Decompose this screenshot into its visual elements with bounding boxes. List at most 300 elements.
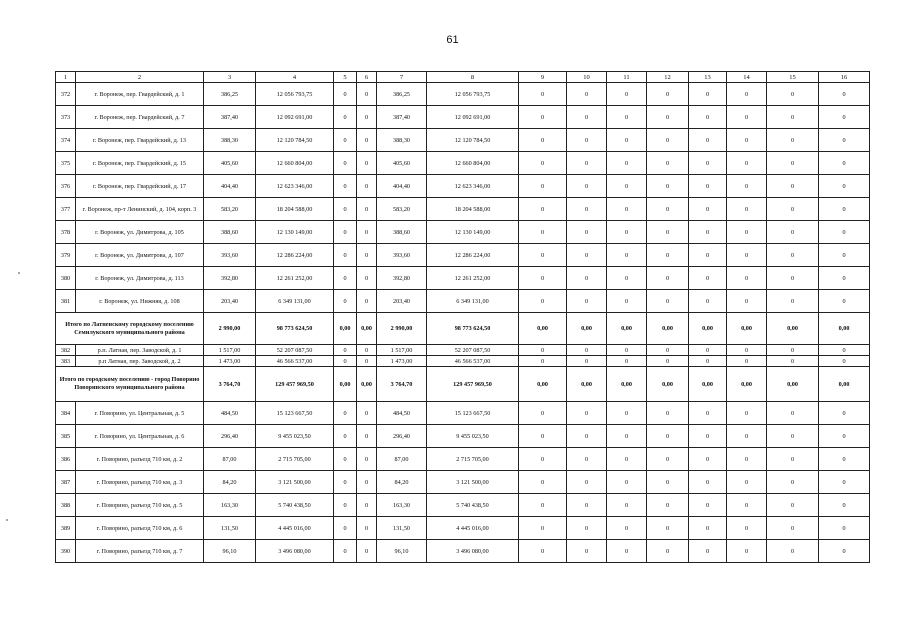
table-cell: 0 <box>567 175 607 198</box>
table-cell: 0,00 <box>819 367 870 402</box>
column-number: 15 <box>767 72 819 83</box>
subtotal-row <box>56 313 870 345</box>
table-cell: 0 <box>689 448 727 471</box>
table-cell: 0 <box>357 221 377 244</box>
table-cell: 0 <box>519 83 567 106</box>
table-cell: 0 <box>334 129 357 152</box>
table-cell: 0 <box>689 471 727 494</box>
table-cell: 0 <box>647 402 689 425</box>
table-cell: 388,30 <box>377 129 427 152</box>
table-cell: 0,00 <box>647 313 689 345</box>
table-cell: 0 <box>357 345 377 356</box>
table-cell: 12 120 784,50 <box>427 129 519 152</box>
row-number-cell: 379 <box>56 244 76 267</box>
table-cell: 0 <box>334 83 357 106</box>
address-cell: г. Поворино, разъезд 710 км, д. 7 <box>76 540 204 563</box>
table-cell: 0 <box>727 540 767 563</box>
table-cell: 0 <box>519 290 567 313</box>
table-cell: 98 773 624,50 <box>427 313 519 345</box>
address-cell: г. Воронеж, ул. Димитрова, д. 113 <box>76 267 204 290</box>
table-cell: 0 <box>819 356 870 367</box>
table-cell: 0 <box>519 448 567 471</box>
table-cell: 0,00 <box>607 313 647 345</box>
table-cell: 12 261 252,00 <box>256 267 334 290</box>
table-cell: 0 <box>357 152 377 175</box>
address-cell: г. Поворино, разъезд 710 км, д. 3 <box>76 471 204 494</box>
table-cell: 84,20 <box>377 471 427 494</box>
table-cell: 12 660 804,00 <box>427 152 519 175</box>
table-cell: 12 130 149,00 <box>427 221 519 244</box>
table-cell: 0 <box>689 540 727 563</box>
table-cell: 0 <box>334 198 357 221</box>
address-cell: г. Воронеж, пер. Гвардейский, д. 13 <box>76 129 204 152</box>
row-number-cell: 375 <box>56 152 76 175</box>
table-cell: 0 <box>727 129 767 152</box>
table-cell: 387,40 <box>204 106 256 129</box>
table-cell: 0 <box>519 106 567 129</box>
table-cell: 0,00 <box>519 313 567 345</box>
table-row <box>56 267 870 290</box>
row-number-cell: 374 <box>56 129 76 152</box>
table-cell: 0 <box>767 267 819 290</box>
table-cell: 9 455 023,50 <box>256 425 334 448</box>
table-cell: 6 349 131,00 <box>427 290 519 313</box>
row-number-cell: 383 <box>56 356 76 367</box>
table-cell: 0 <box>727 175 767 198</box>
table-cell: 0 <box>567 221 607 244</box>
table-cell: 46 566 537,00 <box>427 356 519 367</box>
table-row <box>56 290 870 313</box>
table-cell: 388,30 <box>204 129 256 152</box>
table-cell: 12 056 793,75 <box>256 83 334 106</box>
table-row <box>56 152 870 175</box>
page-number: 61 <box>446 34 459 46</box>
table-cell: 0 <box>357 83 377 106</box>
table-cell: 0 <box>727 494 767 517</box>
table-cell: 0 <box>727 471 767 494</box>
table-cell: 163,30 <box>204 494 256 517</box>
table-cell: 131,50 <box>204 517 256 540</box>
table-cell: 0 <box>647 356 689 367</box>
table-cell: 0 <box>819 471 870 494</box>
table-cell: 0 <box>357 471 377 494</box>
table-cell: 0 <box>519 267 567 290</box>
table-cell: 0 <box>727 356 767 367</box>
table-cell: 0 <box>567 345 607 356</box>
row-number-cell: 380 <box>56 267 76 290</box>
scan-dot <box>18 272 20 274</box>
table-cell: 12 261 252,00 <box>427 267 519 290</box>
row-number-cell: 385 <box>56 425 76 448</box>
subtotal-label: Итого по городскому поселению - город Поворино Поворинского муниципального района <box>56 367 204 402</box>
table-cell: 0 <box>567 517 607 540</box>
table-cell: 2 715 705,00 <box>256 448 334 471</box>
table-cell: 0 <box>567 106 607 129</box>
address-cell: г. Воронеж, пр-т Ленинский, д. 104, корп. 3 <box>76 198 204 221</box>
table-cell: 0 <box>819 244 870 267</box>
table-cell: 0,00 <box>689 367 727 402</box>
table-cell: 0 <box>647 221 689 244</box>
table-cell: 12 120 784,50 <box>256 129 334 152</box>
table-cell: 0 <box>819 175 870 198</box>
table-cell: 0 <box>727 345 767 356</box>
table-cell: 12 286 224,00 <box>256 244 334 267</box>
table-cell: 96,10 <box>204 540 256 563</box>
table-cell: 3 496 080,00 <box>427 540 519 563</box>
table-row <box>56 402 870 425</box>
table-cell: 0 <box>767 517 819 540</box>
table-cell: 0 <box>607 471 647 494</box>
table-row <box>56 83 870 106</box>
table-cell: 0 <box>607 345 647 356</box>
table-cell: 129 457 969,50 <box>427 367 519 402</box>
table-cell: 0 <box>727 106 767 129</box>
table-cell: 0 <box>819 494 870 517</box>
table-cell: 4 445 016,00 <box>256 517 334 540</box>
table-cell: 0 <box>357 106 377 129</box>
table-cell: 0 <box>689 494 727 517</box>
table-cell: 0 <box>689 425 727 448</box>
table-cell: 0 <box>357 540 377 563</box>
table-cell: 387,40 <box>377 106 427 129</box>
table-cell: 0 <box>607 290 647 313</box>
table-cell: 0 <box>519 198 567 221</box>
table-row <box>56 517 870 540</box>
table-cell: 0 <box>519 425 567 448</box>
table-cell: 2 715 705,00 <box>427 448 519 471</box>
table-cell: 0 <box>727 290 767 313</box>
table-cell: 0,00 <box>819 313 870 345</box>
address-cell: г. Поворино, разъезд 710 км, д. 6 <box>76 517 204 540</box>
table-cell: 0 <box>767 402 819 425</box>
table-cell: 0 <box>607 402 647 425</box>
table-cell: 12 056 793,75 <box>427 83 519 106</box>
row-number-cell: 381 <box>56 290 76 313</box>
table-cell: 0 <box>357 517 377 540</box>
table-cell: 0 <box>767 244 819 267</box>
table-cell: 15 123 667,50 <box>427 402 519 425</box>
table-cell: 0 <box>767 345 819 356</box>
table-cell: 96,10 <box>377 540 427 563</box>
table-cell: 98 773 624,50 <box>256 313 334 345</box>
table-cell: 0 <box>647 83 689 106</box>
table-cell: 0 <box>689 290 727 313</box>
table-cell: 0 <box>607 448 647 471</box>
table-cell: 0 <box>819 290 870 313</box>
table-cell: 0 <box>767 494 819 517</box>
address-cell: г. Воронеж, пер. Гвардейский, д. 1 <box>76 83 204 106</box>
column-number: 6 <box>357 72 377 83</box>
table-cell: 0 <box>567 152 607 175</box>
table-cell: 0 <box>727 244 767 267</box>
table-cell: 0 <box>819 267 870 290</box>
table-cell: 18 204 588,00 <box>256 198 334 221</box>
table-cell: 3 121 500,00 <box>427 471 519 494</box>
table-cell: 0 <box>334 494 357 517</box>
table-cell: 296,40 <box>204 425 256 448</box>
table-cell: 0 <box>727 83 767 106</box>
table-cell: 0 <box>819 448 870 471</box>
table-cell: 0 <box>727 448 767 471</box>
table-cell: 0 <box>607 175 647 198</box>
table-cell: 3 764,70 <box>204 367 256 402</box>
table-cell: 405,60 <box>204 152 256 175</box>
table-row <box>56 198 870 221</box>
row-number-cell: 382 <box>56 345 76 356</box>
table-cell: 0 <box>519 517 567 540</box>
table-cell: 0 <box>647 129 689 152</box>
column-number: 7 <box>377 72 427 83</box>
table-cell: 46 566 537,00 <box>256 356 334 367</box>
address-cell: г. Поворино, разъезд 710 км, д. 5 <box>76 494 204 517</box>
table-cell: 0,00 <box>357 313 377 345</box>
table-cell: 0 <box>334 425 357 448</box>
table-cell: 405,60 <box>377 152 427 175</box>
table-cell: 0 <box>334 175 357 198</box>
table-cell: 0 <box>727 425 767 448</box>
column-number: 14 <box>727 72 767 83</box>
table-cell: 0 <box>567 494 607 517</box>
table-cell: 0 <box>767 152 819 175</box>
table-cell: 0 <box>767 448 819 471</box>
table-cell: 0 <box>647 471 689 494</box>
table-cell: 0 <box>727 152 767 175</box>
table-cell: 484,50 <box>204 402 256 425</box>
table-cell: 0 <box>689 517 727 540</box>
table-cell: 0 <box>519 175 567 198</box>
table-cell: 0 <box>689 356 727 367</box>
table-cell: 0 <box>357 402 377 425</box>
table-row <box>56 129 870 152</box>
table-cell: 0 <box>647 517 689 540</box>
table-cell: 0 <box>334 244 357 267</box>
table-cell: 404,40 <box>204 175 256 198</box>
table-cell: 388,60 <box>204 221 256 244</box>
table-cell: 0 <box>819 221 870 244</box>
table-row <box>56 221 870 244</box>
table-cell: 0 <box>767 175 819 198</box>
table-cell: 0 <box>767 290 819 313</box>
column-number: 5 <box>334 72 357 83</box>
table-cell: 0,00 <box>647 367 689 402</box>
scan-dot <box>6 519 8 521</box>
row-number-cell: 386 <box>56 448 76 471</box>
column-number: 1 <box>56 72 76 83</box>
table-cell: 6 349 131,00 <box>256 290 334 313</box>
table-cell: 0 <box>819 345 870 356</box>
table-cell: 0 <box>727 402 767 425</box>
table-cell: 0,00 <box>727 313 767 345</box>
address-cell: г. Воронеж, ул. Димитрова, д. 107 <box>76 244 204 267</box>
address-cell: г. Поворино, разъезд 710 км, д. 2 <box>76 448 204 471</box>
table-cell: 1 473,00 <box>204 356 256 367</box>
table-cell: 0 <box>567 356 607 367</box>
table-cell: 0 <box>689 83 727 106</box>
table-row <box>56 540 870 563</box>
table-cell: 0 <box>647 175 689 198</box>
table-cell: 0 <box>334 448 357 471</box>
table-cell: 0 <box>727 198 767 221</box>
table-cell: 0 <box>819 402 870 425</box>
table-cell: 0 <box>767 106 819 129</box>
table-cell: 0,00 <box>334 313 357 345</box>
table-cell: 0 <box>334 106 357 129</box>
table-cell: 0 <box>819 198 870 221</box>
table-cell: 0 <box>607 267 647 290</box>
subtotal-label: Итого по Латненскому городскому поселению Семилукского муниципального района <box>56 313 204 345</box>
table-cell: 0 <box>607 83 647 106</box>
table-cell: 203,40 <box>377 290 427 313</box>
table-row <box>56 448 870 471</box>
table-cell: 0 <box>334 471 357 494</box>
table-row <box>56 425 870 448</box>
table-cell: 0 <box>607 106 647 129</box>
table-cell: 0 <box>689 106 727 129</box>
table-cell: 0 <box>689 402 727 425</box>
table-cell: 0 <box>767 540 819 563</box>
table-cell: 5 740 438,50 <box>427 494 519 517</box>
table-cell: 0 <box>767 356 819 367</box>
table-cell: 18 204 588,00 <box>427 198 519 221</box>
table-cell: 0 <box>334 290 357 313</box>
table-cell: 0 <box>767 425 819 448</box>
table-cell: 0 <box>689 129 727 152</box>
table-cell: 0 <box>334 267 357 290</box>
table-cell: 0 <box>357 356 377 367</box>
column-number: 8 <box>427 72 519 83</box>
row-number-cell: 373 <box>56 106 76 129</box>
table-cell: 12 092 691,00 <box>427 106 519 129</box>
table-cell: 0 <box>819 425 870 448</box>
table-cell: 52 207 087,50 <box>256 345 334 356</box>
column-number-row <box>56 72 870 83</box>
table-cell: 0 <box>334 540 357 563</box>
table-cell: 0 <box>519 471 567 494</box>
table-row <box>56 471 870 494</box>
row-number-cell: 390 <box>56 540 76 563</box>
table-cell: 0 <box>647 106 689 129</box>
table-cell: 0 <box>334 517 357 540</box>
table-cell: 0 <box>767 221 819 244</box>
table-cell: 0 <box>647 494 689 517</box>
column-number: 16 <box>819 72 870 83</box>
table-cell: 0 <box>727 221 767 244</box>
table-cell: 0,00 <box>689 313 727 345</box>
table-cell: 84,20 <box>204 471 256 494</box>
table-cell: 393,60 <box>377 244 427 267</box>
table-cell: 392,80 <box>204 267 256 290</box>
table-cell: 0 <box>607 425 647 448</box>
column-number: 3 <box>204 72 256 83</box>
table-row <box>56 175 870 198</box>
table-cell: 0 <box>519 402 567 425</box>
table-cell: 0 <box>607 540 647 563</box>
table-cell: 15 123 667,50 <box>256 402 334 425</box>
table-cell: 0 <box>607 129 647 152</box>
table-cell: 0 <box>519 540 567 563</box>
table-cell: 0 <box>357 448 377 471</box>
table-cell: 0 <box>519 356 567 367</box>
address-cell: р.п Латная, пер. Заводской, д. 2 <box>76 356 204 367</box>
table-cell: 0 <box>819 152 870 175</box>
table-cell: 0,00 <box>519 367 567 402</box>
table-cell: 3 764,70 <box>377 367 427 402</box>
table-cell: 0,00 <box>567 367 607 402</box>
table-cell: 0 <box>357 290 377 313</box>
row-number-cell: 387 <box>56 471 76 494</box>
table-cell: 1 517,00 <box>204 345 256 356</box>
row-number-cell: 377 <box>56 198 76 221</box>
table-cell: 0 <box>689 175 727 198</box>
table-body <box>56 72 870 563</box>
column-number: 12 <box>647 72 689 83</box>
table-cell: 2 990,00 <box>377 313 427 345</box>
table-cell: 9 455 023,50 <box>427 425 519 448</box>
table-cell: 0 <box>647 345 689 356</box>
address-cell: р.п. Латная, пер. Заводской, д. 1 <box>76 345 204 356</box>
table-cell: 484,50 <box>377 402 427 425</box>
table-cell: 0 <box>819 106 870 129</box>
table-cell: 0 <box>357 244 377 267</box>
table-cell: 0 <box>334 402 357 425</box>
row-number-cell: 376 <box>56 175 76 198</box>
table-cell: 0 <box>357 198 377 221</box>
table-cell: 0,00 <box>727 367 767 402</box>
table-row <box>56 244 870 267</box>
table-cell: 0 <box>767 129 819 152</box>
table-cell: 0 <box>647 244 689 267</box>
table-cell: 0 <box>567 129 607 152</box>
subtotal-row <box>56 367 870 402</box>
table-cell: 1 517,00 <box>377 345 427 356</box>
table-cell: 0 <box>607 198 647 221</box>
table-cell: 0 <box>767 83 819 106</box>
table-cell: 0 <box>519 494 567 517</box>
table-cell: 1 473,00 <box>377 356 427 367</box>
table-cell: 0 <box>819 83 870 106</box>
table-cell: 386,25 <box>377 83 427 106</box>
table-row <box>56 106 870 129</box>
table-cell: 388,60 <box>377 221 427 244</box>
table-cell: 0 <box>567 267 607 290</box>
table-row <box>56 494 870 517</box>
table-cell: 0 <box>647 198 689 221</box>
table-cell: 0 <box>567 448 607 471</box>
table-cell: 0 <box>334 221 357 244</box>
row-number-cell: 388 <box>56 494 76 517</box>
table-cell: 393,60 <box>204 244 256 267</box>
table-cell: 0 <box>689 221 727 244</box>
table-cell: 0,00 <box>767 367 819 402</box>
table-row <box>56 345 870 356</box>
address-cell: г. Воронеж, пер. Гвардейский, д. 17 <box>76 175 204 198</box>
table-cell: 2 990,00 <box>204 313 256 345</box>
table-cell: 0 <box>767 471 819 494</box>
table-cell: 392,80 <box>377 267 427 290</box>
table-cell: 0 <box>607 152 647 175</box>
table-cell: 0 <box>607 244 647 267</box>
table-cell: 0 <box>689 244 727 267</box>
table-cell: 404,40 <box>377 175 427 198</box>
table-cell: 0 <box>689 267 727 290</box>
table-cell: 52 207 087,50 <box>427 345 519 356</box>
table-cell: 12 623 346,00 <box>427 175 519 198</box>
table-cell: 0,00 <box>334 367 357 402</box>
table-cell: 0 <box>357 129 377 152</box>
column-number: 4 <box>256 72 334 83</box>
address-cell: г. Воронеж, пер. Гвардейский, д. 15 <box>76 152 204 175</box>
address-cell: г. Воронеж, ул. Нижняя, д. 108 <box>76 290 204 313</box>
